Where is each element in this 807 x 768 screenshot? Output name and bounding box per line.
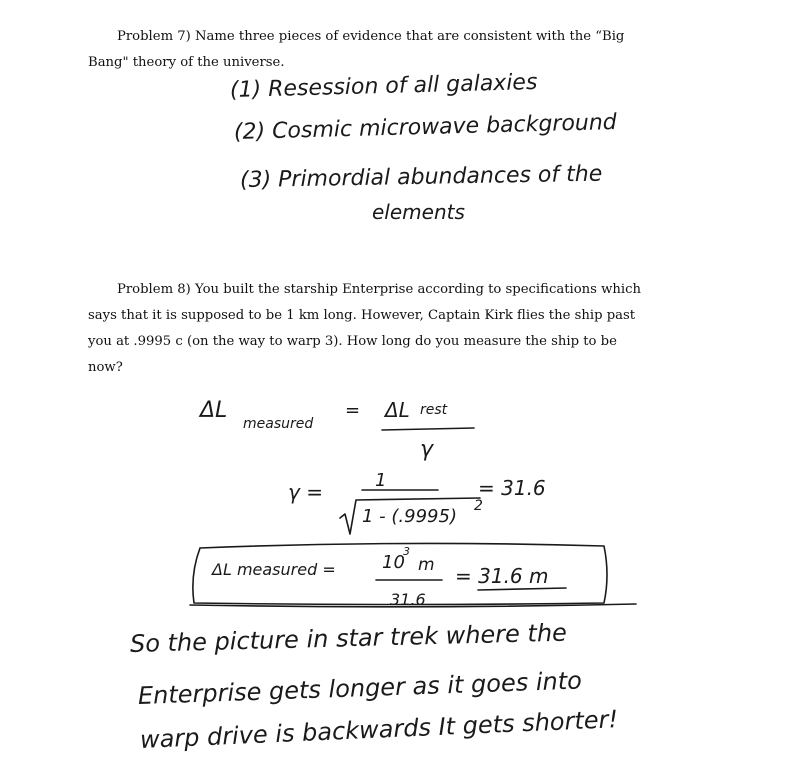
problem-8-line-1: Problem 8) You built the starship Enterprise according to specifications which xyxy=(117,282,641,297)
conclusion-line-2: Enterprise gets longer as it goes into xyxy=(137,666,583,710)
box-numerator: 10 xyxy=(382,552,405,573)
eq1-equals: = xyxy=(345,400,361,421)
conclusion-line-3: warp drive is backwards It gets shorter! xyxy=(139,705,619,754)
eq1-lhs-subscript: measured xyxy=(243,416,314,432)
box-numerator-unit: m xyxy=(418,555,435,575)
problem-7-line-1: Problem 7) Name three pieces of evidence that are consistent with the “Big xyxy=(117,29,625,44)
eq1-numerator: ΔL xyxy=(385,398,410,422)
eq2-radical xyxy=(340,498,480,534)
eq2-numerator: 1 xyxy=(375,470,387,491)
box-numerator-exponent: 3 xyxy=(403,545,410,558)
conclusion-line-1: So the picture in star trek where the xyxy=(129,618,568,658)
eq2-exponent: 2 xyxy=(474,498,483,514)
eq2-lhs: γ = xyxy=(288,480,323,504)
answer-2: (2) Cosmic microwave background xyxy=(233,109,618,145)
box-lhs: ΔL measured = xyxy=(212,560,336,579)
box-denominator: 31.6 xyxy=(390,590,426,609)
eq1-lhs: ΔL xyxy=(200,398,228,423)
box-result-underline xyxy=(478,588,566,590)
problem-8-line-3: you at .9995 c (on the way to warp 3). How long do you measure the ship to be xyxy=(88,334,617,349)
answer-box xyxy=(193,543,607,604)
eq1-fraction-bar xyxy=(382,428,474,430)
eq2-result: = 31.6 xyxy=(478,476,546,500)
eq2-denominator: 1 - (.9995) xyxy=(362,506,457,527)
problem-7-line-2: Bang" theory of the universe. xyxy=(88,55,285,70)
eq1-numerator-subscript: rest xyxy=(420,402,448,418)
answer-3-continued: elements xyxy=(372,200,465,224)
answer-1: (1) Resession of all galaxies xyxy=(229,69,538,103)
answer-3: (3) Primordial abundances of the xyxy=(239,161,603,193)
eq1-denominator: γ xyxy=(420,437,434,462)
problem-8-line-4: now? xyxy=(88,360,123,375)
problem-8-line-2: says that it is supposed to be 1 km long. However, Captain Kirk flies the ship past xyxy=(88,308,636,323)
box-result: = 31.6 m xyxy=(455,564,549,588)
